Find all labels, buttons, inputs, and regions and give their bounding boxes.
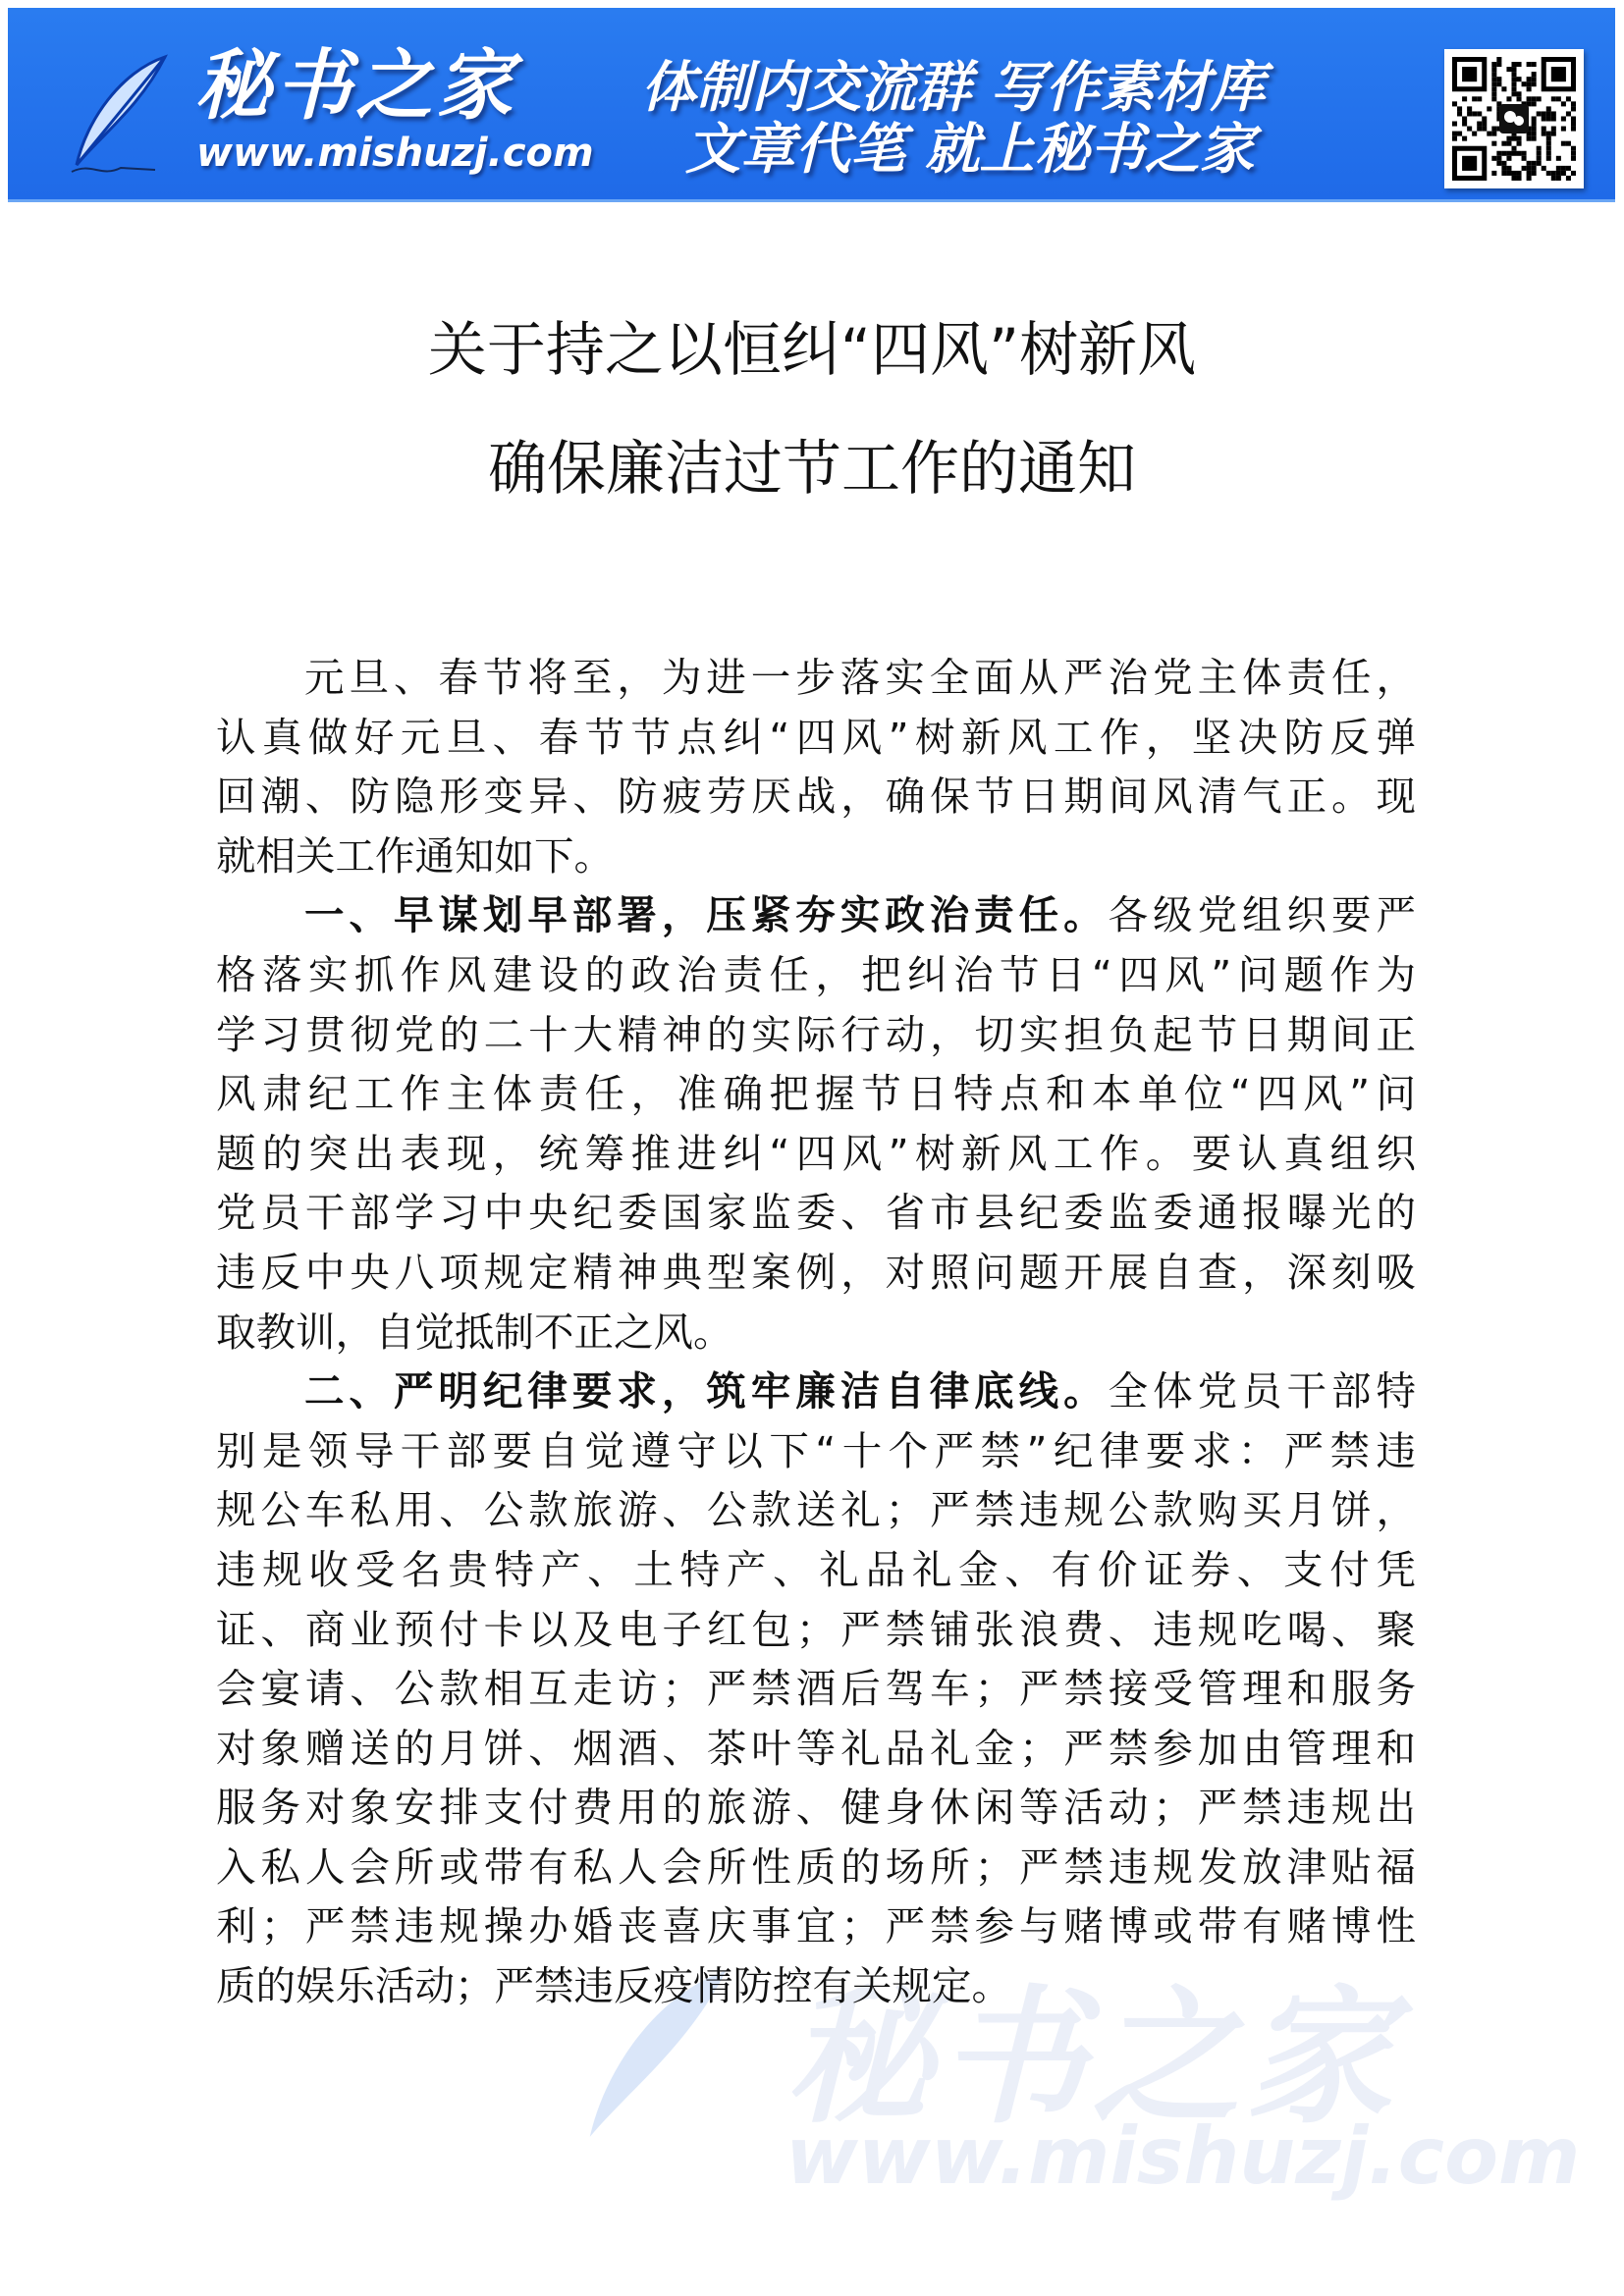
line-text: 党员干部学习中央纪委国家监委、省市县纪委监委通报曝光的 <box>216 1189 1416 1237</box>
line-text: 认真做好元旦、春节节点纠“四风”树新风工作，坚决防反弹 <box>216 713 1416 761</box>
line-text: 别是领导干部要自觉遵守以下“十个严禁”纪律要求：严禁违 <box>216 1426 1416 1474</box>
line-text: 格落实抓作风建设的政治责任，把纠治节日“四风”问题作为 <box>216 950 1416 998</box>
paragraph-line <box>216 1600 1416 1660</box>
paragraph-line <box>216 648 1416 708</box>
document-title-line-2: 确保廉洁过节工作的通知 <box>488 435 1136 504</box>
line-text: 违反中央八项规定精神典型案例，对照问题开展自查，深刻吸 <box>216 1248 1416 1296</box>
paragraph-line <box>216 1540 1416 1600</box>
line-text: 元旦、春节将至，为进一步落实全面从严治党主体责任， <box>304 654 1416 701</box>
slogan-line-2: 文章代笔 就上秘书之家 <box>685 118 1255 182</box>
paragraph-line <box>216 827 1416 886</box>
line-text: 会宴请、公款相互走访；严禁酒后驾车；严禁接受管理和服务 <box>216 1665 1416 1713</box>
document-body <box>216 648 1416 2016</box>
paragraph-line <box>216 1362 1416 1421</box>
paragraph-line <box>216 1719 1416 1779</box>
paragraph-line <box>216 708 1416 768</box>
line-text: 利；严禁违规操办婚丧喜庆事宜；严禁参与赌博或带有赌博性 <box>216 1902 1416 1950</box>
paragraph-line <box>216 1480 1416 1540</box>
paragraph-line <box>216 1124 1416 1184</box>
line-text: 规公车私用、公款旅游、公款送礼；严禁违规公款购买月饼， <box>216 1486 1416 1534</box>
line-text: 就相关工作通知如下。 <box>216 831 614 880</box>
line-text: 质的娱乐活动；严禁违反疫情防控有关规定。 <box>216 1962 1011 2010</box>
paragraph-line <box>216 1778 1416 1838</box>
qr-code-icon <box>1444 49 1584 188</box>
line-text: 取教训，自觉抵制不正之风。 <box>216 1308 733 1356</box>
paragraph-line <box>216 1896 1416 1956</box>
paragraph-line <box>216 945 1416 1005</box>
paragraph-line <box>216 1303 1416 1362</box>
brand-url[interactable]: www.mishuzj.com <box>196 131 594 176</box>
paragraph-line <box>216 1838 1416 1897</box>
line-text: 服务对象安排支付费用的旅游、健身休闲等活动；严禁违规出 <box>216 1784 1416 1832</box>
paragraph-line <box>216 1005 1416 1065</box>
paragraph-line <box>216 1064 1416 1124</box>
brand-name: 秘书之家 <box>194 42 517 131</box>
line-text: 回潮、防隐形变异、防疲劳厌战，确保节日期间风清气正。现 <box>216 773 1416 821</box>
paragraph-line <box>216 885 1416 945</box>
line-text: 证、商业预付卡以及电子红包；严禁铺张浪费、违规吃喝、聚 <box>216 1605 1416 1653</box>
line-text: 全体党员干部特 <box>1108 1367 1416 1415</box>
watermark-brand: 秘书之家 <box>785 1973 1399 2144</box>
feather-pen-logo-icon <box>62 52 180 180</box>
line-text: 对象赠送的月饼、烟酒、茶叶等礼品礼金；严禁参加由管理和 <box>216 1724 1416 1772</box>
line-text: 学习贯彻党的二十大精神的实际行动，切实担负起节日期间正 <box>216 1010 1416 1058</box>
watermark-url: www.mishuzj.com <box>785 2110 1581 2202</box>
document-title-line-1: 关于持之以恒纠“四风”树新风 <box>427 316 1197 385</box>
paragraph-line <box>216 1243 1416 1303</box>
paragraph-line <box>216 1956 1416 2016</box>
header-banner <box>8 8 1615 202</box>
paragraph-line <box>216 1421 1416 1481</box>
paragraph-line <box>216 1183 1416 1243</box>
slogan-line-1: 体制内交流群 写作素材库 <box>641 56 1266 120</box>
paragraph-line <box>216 1659 1416 1719</box>
section-heading: 二、严明纪律要求，筑牢廉洁自律底线。 <box>304 1367 1109 1415</box>
paragraph-line <box>216 767 1416 827</box>
line-text: 各级党组织要严 <box>1108 891 1416 939</box>
line-text: 违规收受名贵特产、土特产、礼品礼金、有价证券、支付凭 <box>216 1545 1416 1593</box>
line-text: 入私人会所或带有私人会所性质的场所；严禁违规发放津贴福 <box>216 1842 1416 1891</box>
section-heading: 一、早谋划早部署，压紧夯实政治责任。 <box>304 891 1109 939</box>
line-text: 题的突出表现，统筹推进纠“四风”树新风工作。要认真组织 <box>216 1129 1416 1177</box>
line-text: 风肃纪工作主体责任，准确把握节日特点和本单位“四风”问 <box>216 1070 1416 1118</box>
